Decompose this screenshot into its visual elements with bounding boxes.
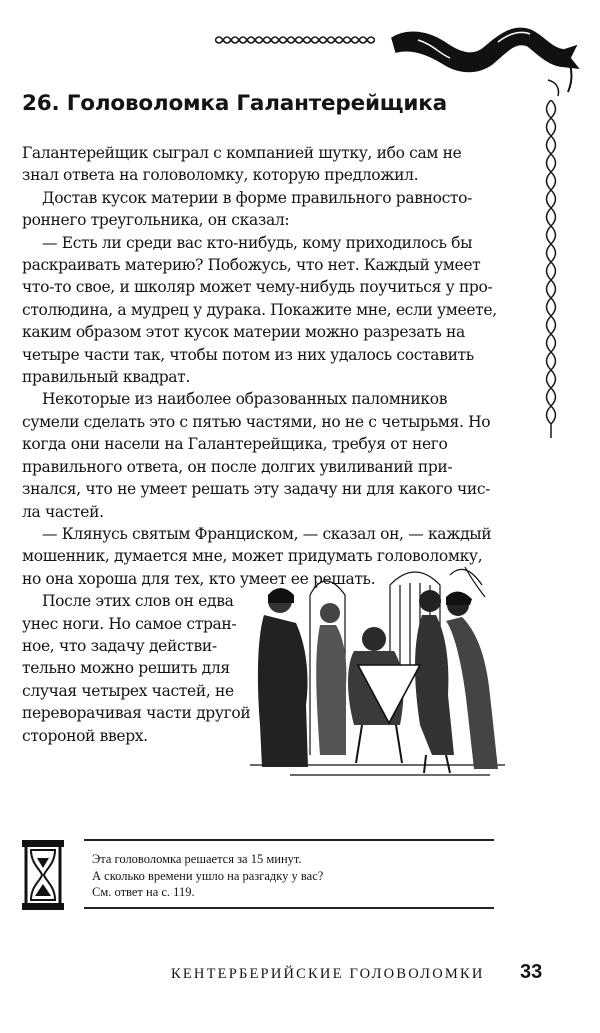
paragraph: — Есть ли среди вас кто-нибудь, кому приходилось бы раскраивать материю? Побожусь, что нет. Каждый умеет что-то свое, и школяр может чему-нибудь поучиться у простолюдина, а мудрец у дурака. Покажите мне, если умеете, каким образом этот кусок материи можно разрезать на четыре части так, чтобы потом из них удалось составить правильный квадрат. xyxy=(22,233,497,387)
paragraph: Галантерейщик сыграл с компанией шутку, ибо сам не знал ответа на головоломку, которую предложил. xyxy=(22,144,462,185)
running-head: КЕНТЕРБЕРИЙСКИЕ ГОЛОВОЛОМКИ xyxy=(171,966,485,982)
note-line: См. ответ на с. 119. xyxy=(92,885,195,899)
rope-ornament-icon xyxy=(215,32,375,48)
note-bottom-rule xyxy=(84,907,494,909)
timing-note xyxy=(92,851,492,901)
page-number: 33 xyxy=(520,961,543,983)
note-line: А сколько времени ушло на разгадку у вас? xyxy=(92,868,324,883)
hourglass-icon xyxy=(20,838,66,912)
page-title: 26. Головоломка Галантерейщика xyxy=(22,91,447,116)
side-chain-ornament-icon xyxy=(539,100,563,438)
paragraph: Некоторые из наиболее образованных паломников сумели сделать это с пятью частями, но не с четырьмя. Но когда они насели на Галантерейщика, требуя от него правильного ответа, он после долгих увиливаний признался, что не умеет решать эту задачу ни для какого числа частей. xyxy=(22,390,491,521)
note-line: Эта головоломка решается за 15 минут. xyxy=(92,852,302,866)
paragraph: Достав кусок материи в форме правильного равностороннего треугольника, он сказал: xyxy=(22,188,473,230)
pilgrims-illustration-icon xyxy=(250,555,505,783)
ribbon-icon xyxy=(388,18,583,100)
note-top-rule xyxy=(84,839,494,841)
paragraph: — Клянусь святым Франциском, — сказал он, — каждый мошенник, думается мне, может придумать головоломку, но она хороша для тех, кто умеет ее решать. xyxy=(22,524,492,588)
paragraph: После этих слов он едва унес ноги. Но самое странное, что задачу действительно можно решить для случая четырех частей, не переворачивая части другой стороной вверх. xyxy=(22,592,251,745)
